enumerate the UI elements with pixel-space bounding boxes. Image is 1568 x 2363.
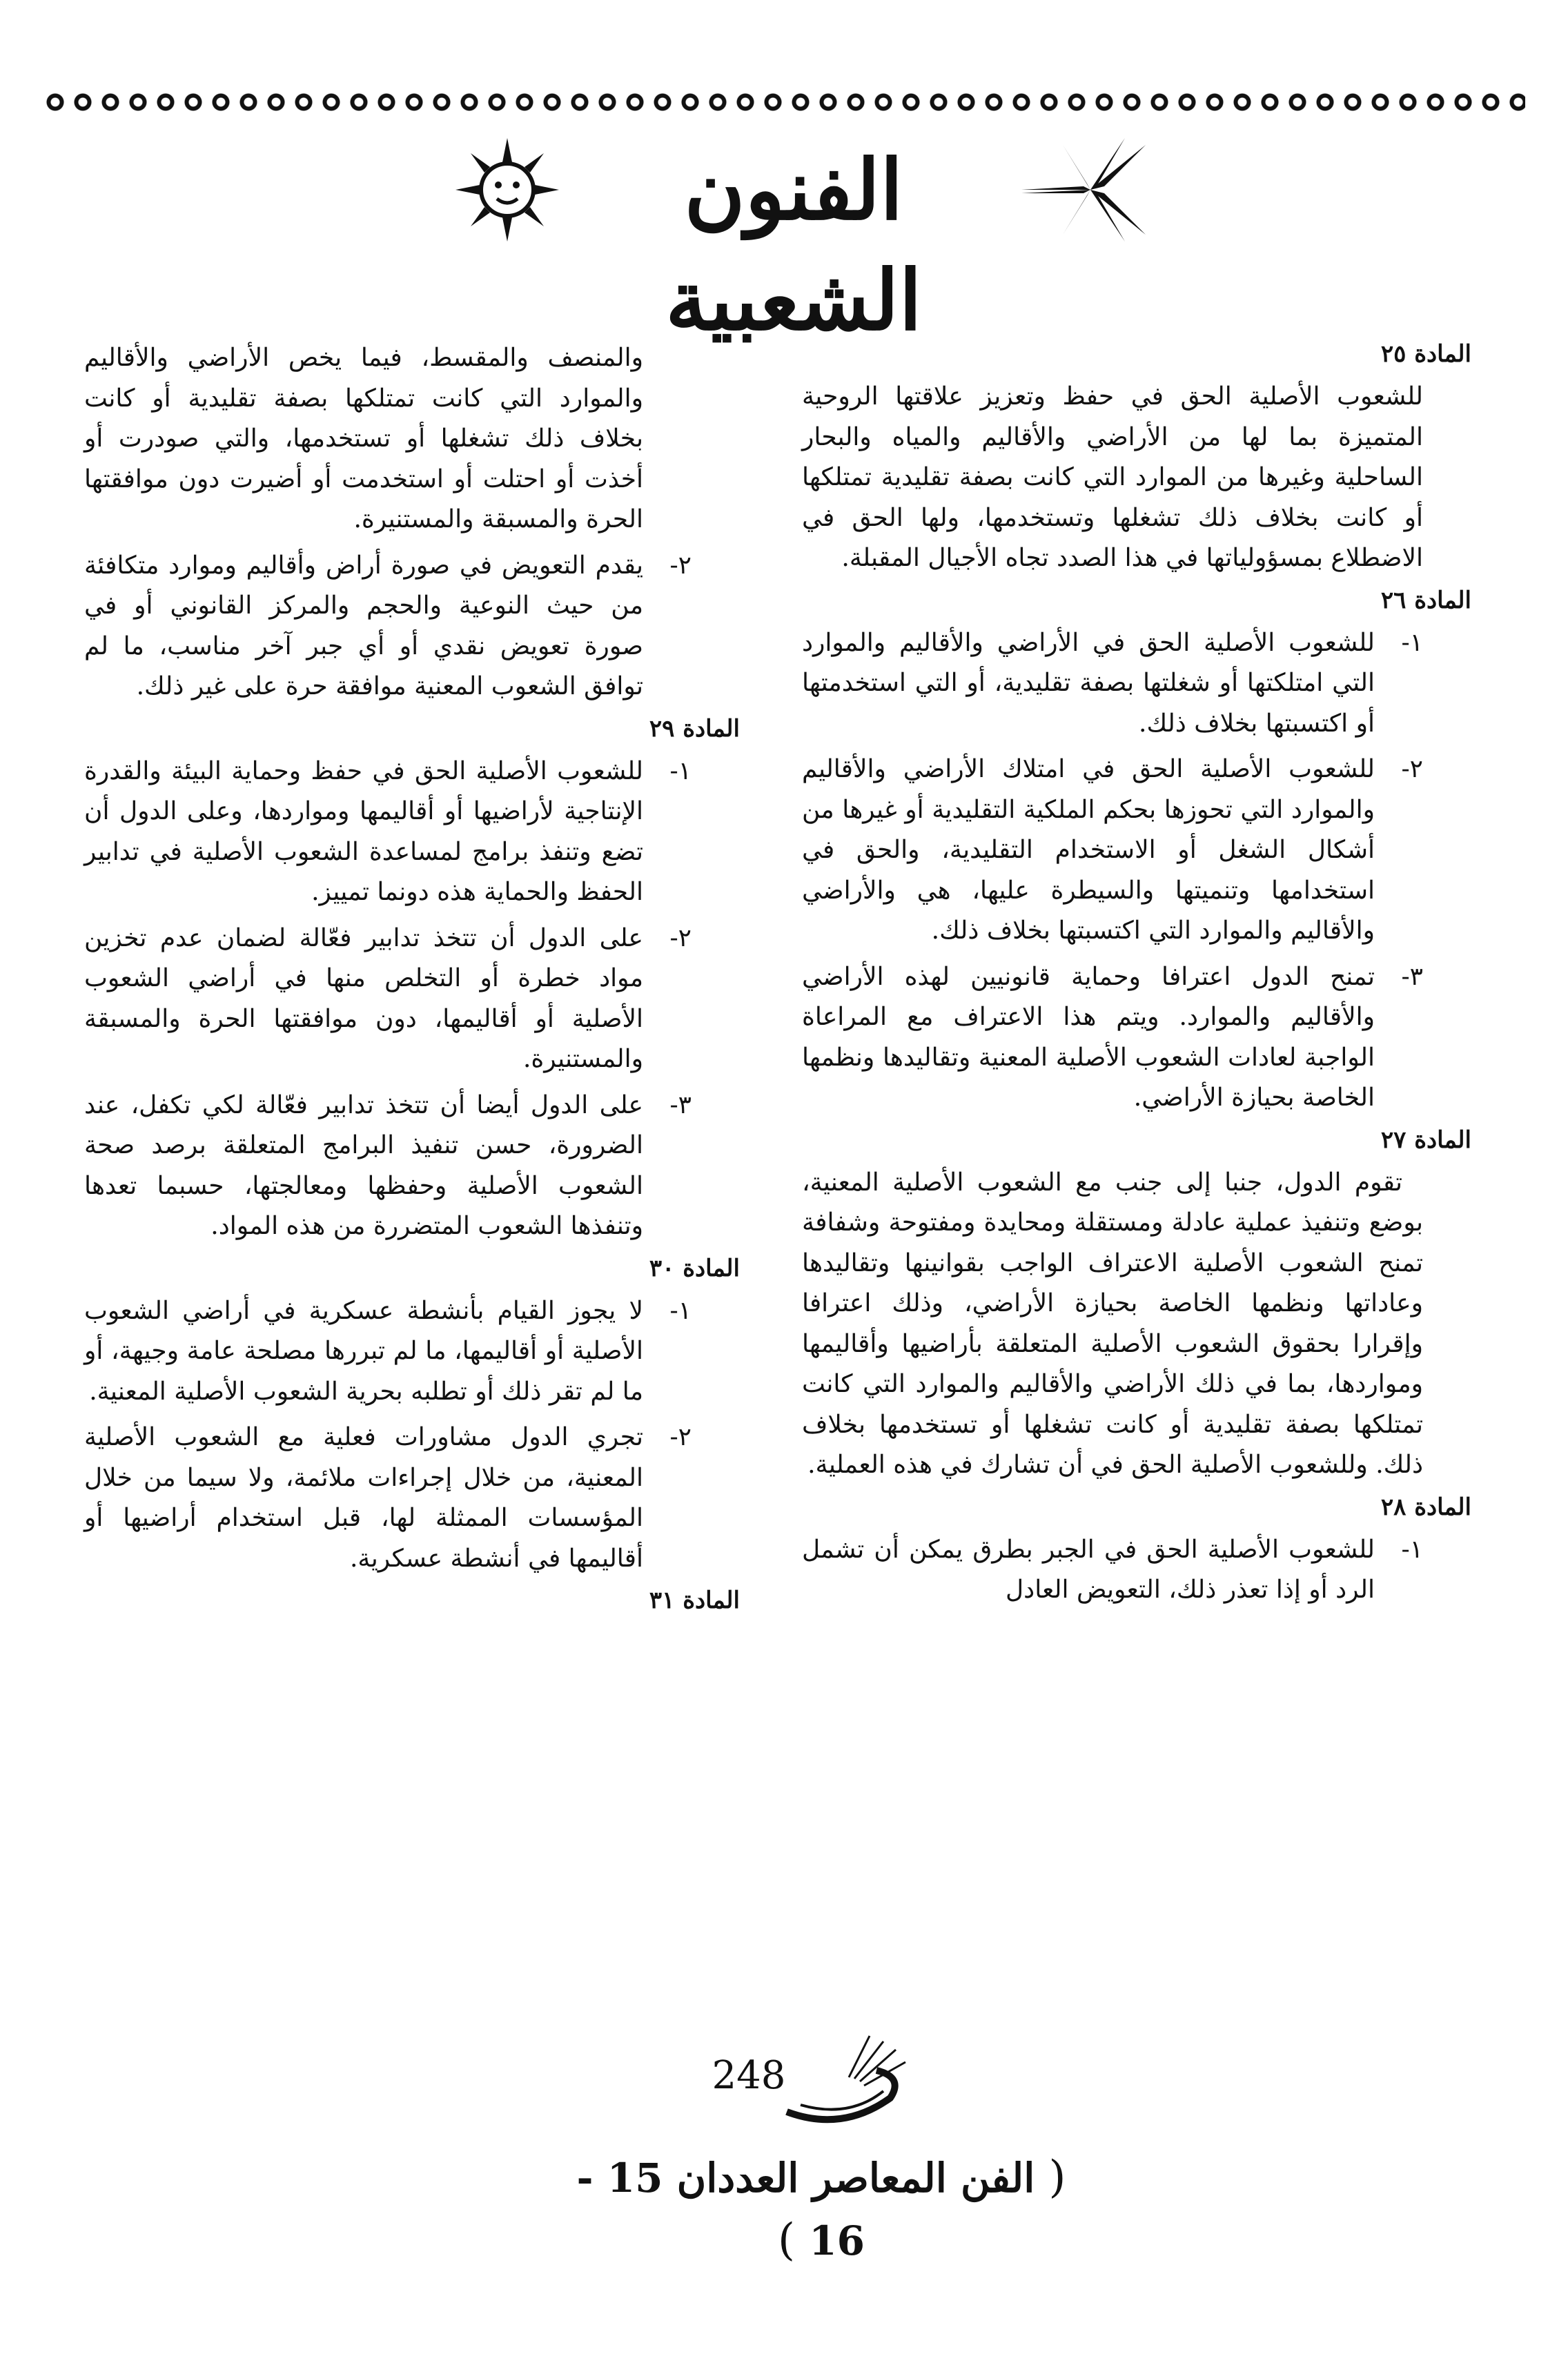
list-item bbox=[802, 957, 1423, 1119]
article-27-text: تقوم الدول، جنبا إلى جنب مع الشعوب الأصلية المعنية، بوضع وتنفيذ عملية عادلة ومستقلة ومحايدة ومفتوحة وشفافة تمنح الشعوب الأصلية الاعتراف الواجب بقوانينها وتقاليدها وعاداتها ونظمها الخاصة بحيازة الأراضي، وذلك اعترافا وإقرارا بحقوق الشعوب الأصلية المتعلقة بأراضيها وأقاليمها ومواردها، بما في ذلك الأراضي والأقاليم والموارد التي كانت تمتلكها بصفة تقليدية أو كانت تشغلها أو تستخدمها بخلاف ذلك. وللشعوب الأصلية الحق في أن تشارك في هذه العملية. bbox=[802, 1168, 1423, 1479]
item-text: للشعوب الأصلية الحق في الجبر بطرق يمكن أن تشمل الرد أو إذا تعذر ذلك، التعويض العادل bbox=[802, 1535, 1375, 1604]
left-column bbox=[84, 338, 740, 1623]
article-28-heading: المادة ٢٨ bbox=[1380, 1493, 1471, 1521]
list-item bbox=[802, 623, 1423, 745]
swirl-ornament-icon bbox=[773, 2029, 911, 2132]
bracket-right: ( bbox=[1048, 2152, 1066, 2203]
article-30-heading: المادة ٣٠ bbox=[649, 1254, 740, 1282]
article-25-text: للشعوب الأصلية الحق في حفظ وتعزيز علاقتها الروحية المتميزة بما لها من الأراضي والأقاليم والمياه والبحار الساحلية وغيرها من الموارد التي كانت بصفة تقليدية تمتلكها أو كانت بخلاف ذلك تشغلها وتستخدمها، ولها الحق في الاضطلاع بمسؤولياتها في هذا الصدد تجاه الأجيال المقبلة. bbox=[802, 382, 1423, 572]
list-item-continued bbox=[84, 338, 692, 540]
item-text: على الدول أيضا أن تتخذ تدابير فعّالة لكي تكفل، عند الضرورة، حسن تنفيذ البرامج المتعلقة برصد صحة الشعوب الأصلية وحفظها ومعالجتها، حسبما تعدها وتنفذها الشعوب المتضررة من هذه المواد. bbox=[84, 1090, 643, 1240]
bracket-left: ) bbox=[778, 2215, 796, 2266]
article-31-heading: المادة ٣١ bbox=[649, 1587, 740, 1614]
article-26-heading: المادة ٢٦ bbox=[1380, 586, 1471, 614]
article-27-heading: المادة ٢٧ bbox=[1380, 1126, 1471, 1154]
item-text: للشعوب الأصلية الحق في حفظ وحماية البيئة والقدرة الإنتاجية لأراضيها أو أقاليمها ومواردها، وعلى الدول أن تضع وتنفذ برامج لمساعدة الشعوب الأصلية في تدابير الحفظ والحماية هذه دونما تمييز. bbox=[84, 756, 643, 906]
item-number: ٣- bbox=[669, 1090, 692, 1119]
item-number: ٢- bbox=[669, 1423, 692, 1451]
list-item bbox=[84, 919, 692, 1080]
journal-name: الفن المعاصر العددان 15 - 16 bbox=[576, 2155, 1035, 2264]
item-number: ٣- bbox=[1401, 962, 1423, 991]
item-text: يقدم التعويض في صورة أراض وأقاليم وموارد متكافئة من حيث النوعية والحجم والمركز القانوني أو في صورة تعويض نقدي أو أي جبر آخر مناسب، ما لم توافق الشعوب المعنية موافقة حرة على غير ذلك. bbox=[84, 551, 643, 700]
list-item bbox=[802, 749, 1423, 952]
article-28-continued-text: والمنصف والمقسط، فيما يخص الأراضي والأقاليم والموارد التي كانت تمتلكها بصفة تقليدية أو كانت بخلاف ذلك تشغلها أو تستخدمها، والتي صودرت أو أخذت أو احتلت أو استخدمت أو أضيرت دون موافقتها الحرة والمسبقة والمستنيرة. bbox=[84, 344, 643, 533]
list-item bbox=[802, 1530, 1423, 1611]
right-column bbox=[802, 338, 1471, 1616]
item-text: للشعوب الأصلية الحق في الأراضي والأقاليم والموارد التي امتلكتها أو شغلتها بصفة تقليدية، أو التي استخدمتها أو اكتسبتها بخلاف ذلك. bbox=[802, 628, 1375, 738]
list-item bbox=[84, 752, 692, 913]
list-item bbox=[84, 1291, 692, 1413]
item-text: تمنح الدول اعترافا وحماية قانونيين لهذه الأراضي والأقاليم والموارد. ويتم هذا الاعتراف مع المراعاة الواجبة لعادات الشعوب الأصلية المعنية وتقاليدها ونظمها الخاصة بحيازة الأراضي. bbox=[802, 962, 1375, 1112]
item-number: ٢- bbox=[669, 551, 692, 580]
page-number: 248 bbox=[712, 2053, 786, 2098]
item-number-spacer bbox=[643, 338, 692, 540]
sun-face-icon bbox=[455, 138, 559, 242]
list-item bbox=[84, 546, 692, 707]
item-number: ٢- bbox=[1401, 755, 1423, 783]
masthead-title: الفنون الشعبية bbox=[665, 141, 922, 349]
masthead bbox=[414, 131, 1173, 349]
item-text: لا يجوز القيام بأنشطة عسكرية في أراضي الشعوب الأصلية أو أقاليمها، ما لم تبررها مصلحة عامة وجيهة، أو ما لم تقر ذلك أو تطلبه بحرية الشعوب الأصلية المعنية. bbox=[84, 1296, 643, 1406]
list-item bbox=[84, 1086, 692, 1247]
star-burst-icon bbox=[1021, 138, 1146, 242]
item-number: ١- bbox=[669, 756, 692, 785]
item-number: ١- bbox=[1401, 628, 1423, 657]
item-number: ١- bbox=[1401, 1535, 1423, 1564]
article-25-heading: المادة ٢٥ bbox=[1380, 340, 1471, 368]
list-item bbox=[84, 1418, 692, 1579]
item-text: على الدول أن تتخذ تدابير فعّالة لضمان عدم تخزين مواد خطرة أو التخلص منها في أراضي الشعوب الأصلية أو أقاليمها، دون موافقتها الحرة والمسبقة والمستنيرة. bbox=[84, 923, 643, 1073]
decorative-border bbox=[41, 88, 1525, 116]
item-text: للشعوب الأصلية الحق في امتلاك الأراضي والأقاليم والموارد التي تحوزها بحكم الملكية التقليدية أو غيرها من أشكال الشغل أو الاستخدام التقليدية، والحق في استخدامها وتنميتها والسيطرة عليها، هي والأراضي والأقاليم والموارد التي اكتسبتها بخلاف ذلك. bbox=[802, 755, 1375, 945]
item-text: تجري الدول مشاورات فعلية مع الشعوب الأصلية المعنية، من خلال إجراءات ملائمة، ولا سيما من خلال المؤسسات الممثلة لها، قبل استخدام أراضيها أو أقاليمها في أنشطة عسكرية. bbox=[84, 1423, 643, 1573]
journal-footer bbox=[573, 2146, 1070, 2266]
item-number: ٢- bbox=[669, 923, 692, 952]
item-number: ١- bbox=[669, 1296, 692, 1325]
article-29-heading: المادة ٢٩ bbox=[649, 714, 740, 743]
